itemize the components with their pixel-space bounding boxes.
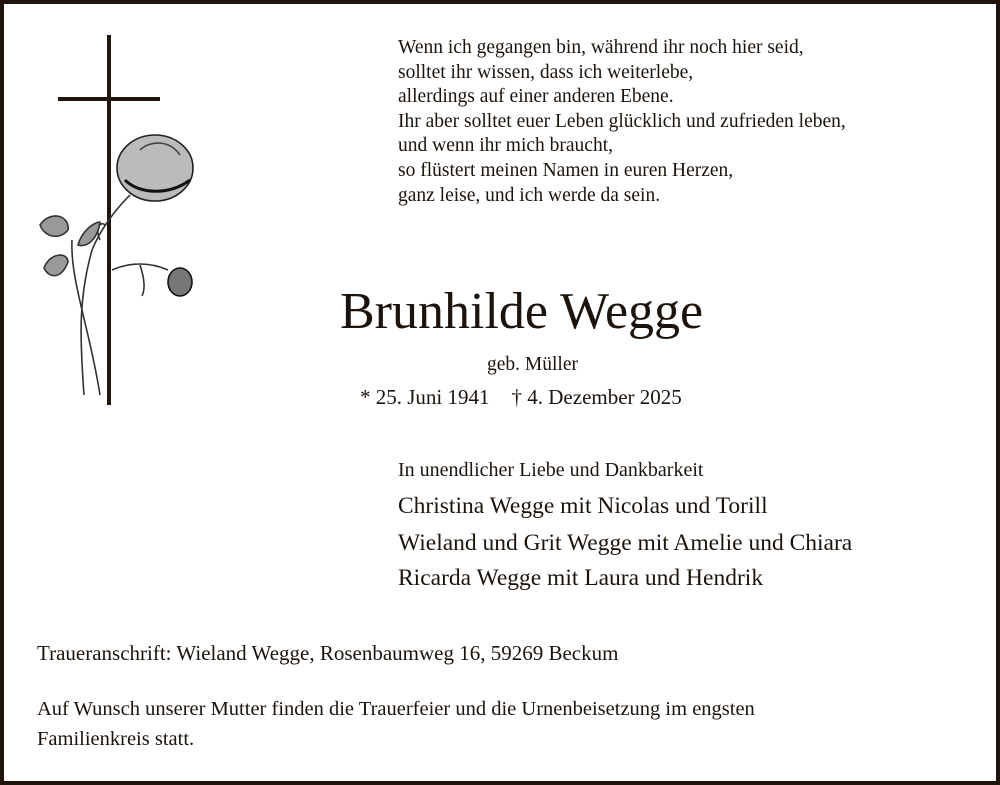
poem-line: Wenn ich gegangen bin, während ihr noch hier seid, <box>398 37 804 58</box>
poem <box>398 36 846 208</box>
rose-icon <box>40 135 193 395</box>
mourning-address: Traueranschrift: Wieland Wegge, Rosenbaumweg 16, 59269 Beckum <box>37 641 619 665</box>
poem-line: Ihr aber solltet euer Leben glücklich und zufrieden leben, <box>398 110 846 132</box>
funeral-note <box>37 694 755 754</box>
poem-line: und wenn ihr mich braucht, <box>398 135 613 157</box>
poem-line: solltet ihr wissen, dass ich weiterlebe, <box>398 61 694 83</box>
birth-date: * 25. Juni 1941 <box>360 385 490 409</box>
mourner-line: Christina Wegge mit Nicolas und Torill <box>398 493 768 519</box>
poem-line: allerdings auf einer anderen Ebene. <box>398 86 674 108</box>
life-dates <box>360 385 682 410</box>
mourners-intro: In unendlicher Liebe und Dankbarkeit <box>398 459 704 481</box>
deceased-name: Brunhilde Wegge <box>340 283 704 340</box>
poem-line: so flüstert meinen Namen in euren Herzen, <box>398 159 734 181</box>
death-date: † 4. Dezember 2025 <box>511 385 682 409</box>
note-line: Familienkreis statt. <box>37 728 195 750</box>
cross-rose-illustration <box>0 0 220 420</box>
maiden-name: geb. Müller <box>487 354 578 375</box>
poem-line: ganz leise, und ich werde da sein. <box>398 184 661 206</box>
mourner-line: Wieland und Grit Wegge mit Amelie und Chiara <box>398 530 853 556</box>
mourner-line: Ricarda Wegge mit Laura und Hendrik <box>398 565 764 591</box>
note-line: Auf Wunsch unserer Mutter finden die Trauerfeier und die Urnenbeisetzung im engsten <box>37 698 755 720</box>
